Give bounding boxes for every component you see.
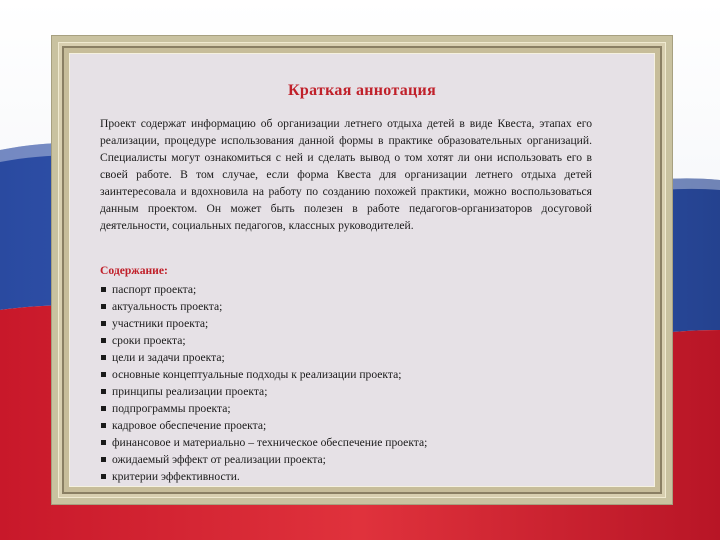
list-item: подпрограммы проекта; bbox=[100, 400, 614, 417]
list-item: сроки проекта; bbox=[100, 332, 614, 349]
bullet-icon bbox=[101, 304, 106, 309]
list-item: актуальность проекта; bbox=[100, 298, 614, 315]
slide-frame bbox=[52, 36, 672, 504]
intro-paragraph: Проект содержат информацию об организации летнего отдыха детей в виде Квеста, этапах его реализации, процедуре использования данной формы в практике образовательных организаций. Специалисты могут ознакомиться с ней и сделать вывод о том хотят ли они использовать его в своей работе. В том случае, если форма Квеста для организации летнего отдыха детей заинтересовала и вдохновила на работу по созданию похожей практики, можно воспользоваться данным проектом. Он может быть полезен в работе педагогов-организаторов досуговой деятельности, социальных педагогов, классных руководителей. bbox=[100, 117, 592, 232]
frame-border bbox=[62, 46, 662, 494]
list-item: критерии эффективности. bbox=[100, 468, 614, 485]
list-item: паспорт проекта; bbox=[100, 281, 614, 298]
content-panel bbox=[69, 53, 655, 487]
bullet-icon bbox=[101, 474, 106, 479]
list-item: кадровое обеспечение проекта; bbox=[100, 417, 614, 434]
list-item: основные концептуальные подходы к реализации проекта; bbox=[100, 366, 614, 383]
list-item: принципы реализации проекта; bbox=[100, 383, 614, 400]
slide-title: Краткая аннотация bbox=[287, 82, 437, 99]
bullet-icon bbox=[101, 287, 106, 292]
list-item: ожидаемый эффект от реализации проекта; bbox=[100, 451, 614, 468]
list-item: цели и задачи проекта; bbox=[100, 349, 614, 366]
bullet-icon bbox=[101, 355, 106, 360]
list-item: участники проекта; bbox=[100, 315, 614, 332]
list-item: финансовое и материально – техническое обеспечение проекта; bbox=[100, 434, 614, 451]
bullet-icon bbox=[101, 372, 106, 377]
contents-list bbox=[100, 281, 614, 485]
bullet-icon bbox=[101, 423, 106, 428]
contents-heading: Содержание: bbox=[100, 264, 168, 277]
bullet-icon bbox=[101, 321, 106, 326]
bullet-icon bbox=[101, 440, 106, 445]
bullet-icon bbox=[101, 457, 106, 462]
bullet-icon bbox=[101, 389, 106, 394]
bullet-icon bbox=[101, 338, 106, 343]
bullet-icon bbox=[101, 406, 106, 411]
